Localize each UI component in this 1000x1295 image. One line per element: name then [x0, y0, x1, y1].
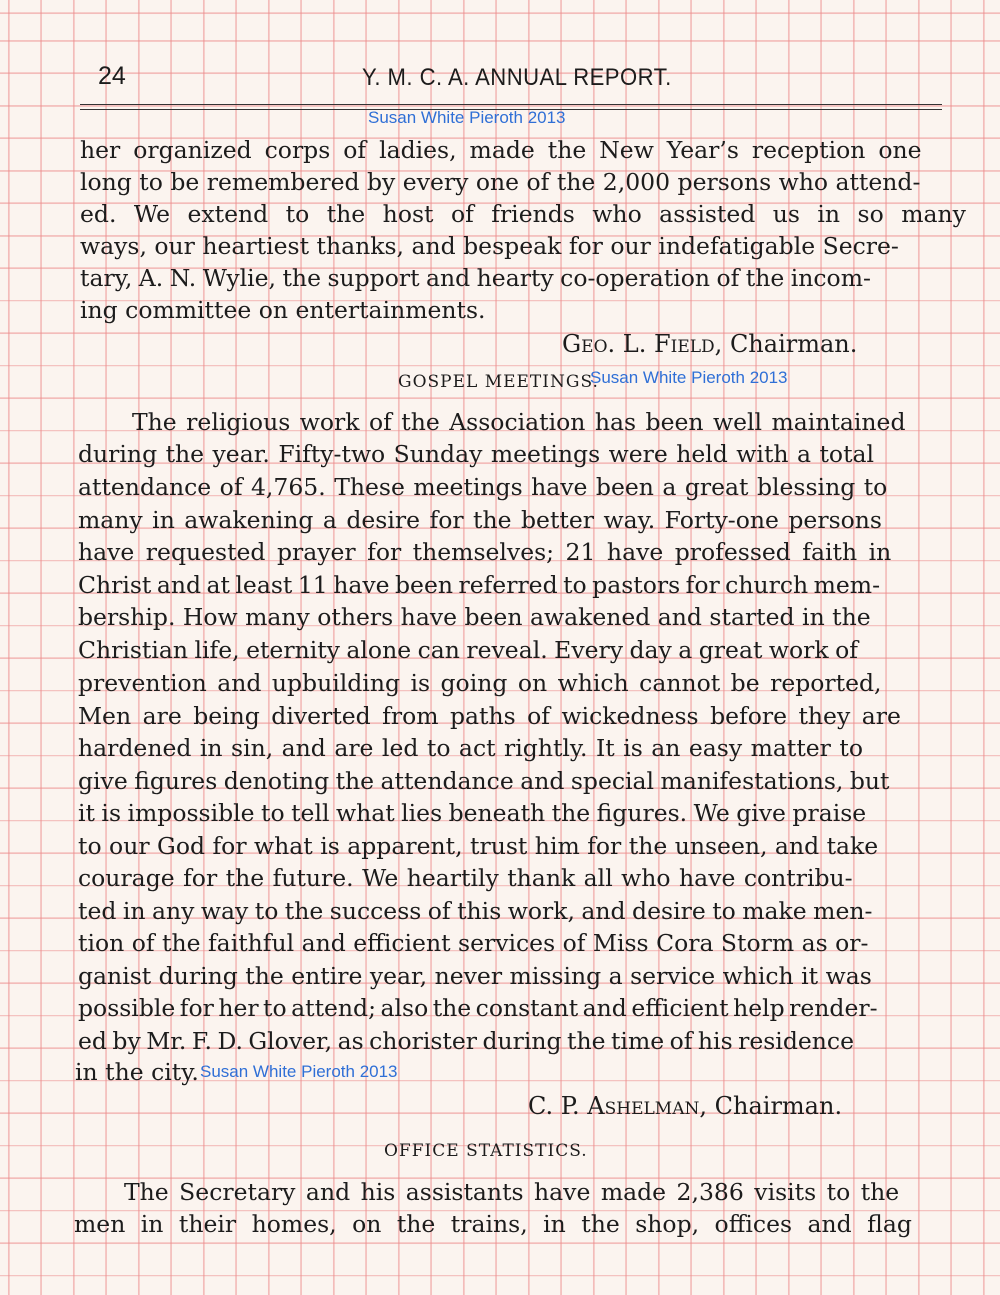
text-line: ed by Mr. F. D. Glover, as chorister during the time of his residence — [78, 1027, 854, 1055]
text-line: many in awakening a desire for the better way. Forty-one persons — [78, 506, 882, 534]
watermark-middle: Susan White Pieroth 2013 — [590, 368, 788, 387]
text-line: attendance of 4,765. These meetings have been a great blessing to — [78, 473, 888, 501]
text-line: courage for the future. We heartily thank all who have contribu- — [78, 864, 853, 892]
text-line: Christian life, eternity alone can reveal. Every day a great work of — [78, 636, 858, 664]
text-line: possible for her to attend; also the constant and efficient help render- — [78, 994, 878, 1022]
text-line: tion of the faithful and efficient services of Miss Cora Storm as or- — [78, 929, 869, 957]
section-heading-gospel: GOSPEL MEETINGS. — [398, 372, 599, 392]
text-line: long to be remembered by every one of the 2,000 persons who attend- — [80, 168, 921, 196]
text-line: give figures denoting the attendance and special manifestations, but — [78, 767, 890, 795]
signature-field — [528, 1092, 842, 1120]
text-line: tary, A. N. Wylie, the support and hearty co-operation of the incom- — [80, 264, 871, 292]
signature-title: Chairman. — [714, 1092, 843, 1120]
text-line: ganist during the entire year, never missing a service which it was — [78, 962, 872, 990]
text-line: in the city. — [75, 1058, 199, 1086]
signature-name: C. P. Ashelman, — [528, 1092, 707, 1120]
text-line: it is impossible to tell what lies beneath the figures. We give praise — [78, 799, 867, 827]
text-line: men in their homes, on the trains, in the shop, offices and flag — [74, 1210, 912, 1238]
signature-name: Geo. L. Field, — [562, 330, 723, 358]
text-line: Men are being diverted from paths of wickedness before they are — [78, 702, 901, 730]
text-line: The religious work of the Association has been well maintained — [132, 408, 906, 436]
text-line: hardened in sin, and are led to act rightly. It is an easy matter to — [78, 734, 863, 762]
text-line: during the year. Fifty-two Sunday meetings were held with a total — [78, 440, 875, 468]
section-heading-office: OFFICE STATISTICS. — [384, 1141, 588, 1161]
text-line: ted in any way to the success of this work, and desire to make men- — [78, 897, 873, 925]
watermark-bottom: Susan White Pieroth 2013 — [200, 1062, 398, 1081]
text-line: ways, our heartiest thanks, and bespeak for our indefatigable Secre- — [80, 232, 899, 260]
signature-title: Chairman. — [729, 330, 858, 358]
header-rule-top — [80, 104, 942, 105]
text-line: The Secretary and his assistants have made 2,386 visits to the — [124, 1178, 900, 1206]
text-line: prevention and upbuilding is going on which cannot be reported, — [78, 669, 882, 697]
text-line: ed. We extend to the host of friends who assisted us in so many — [80, 200, 966, 228]
text-line: to our God for what is apparent, trust him for the unseen, and take — [78, 832, 879, 860]
text-line: ing committee on entertainments. — [80, 296, 486, 324]
page-number: 24 — [98, 62, 126, 90]
text-line: her organized corps of ladies, made the New Year’s reception one — [80, 136, 922, 164]
text-line: Christ and at least 11 have been referred to pastors for church mem- — [78, 571, 881, 599]
text-line: bership. How many others have been awakened and started in the — [78, 603, 871, 631]
running-title: Y. M. C. A. ANNUAL REPORT. — [362, 64, 672, 91]
text-line: have requested prayer for themselves; 21 have professed faith in — [78, 538, 892, 566]
watermark-top: Susan White Pieroth 2013 — [368, 108, 566, 127]
signature-field — [562, 330, 857, 358]
